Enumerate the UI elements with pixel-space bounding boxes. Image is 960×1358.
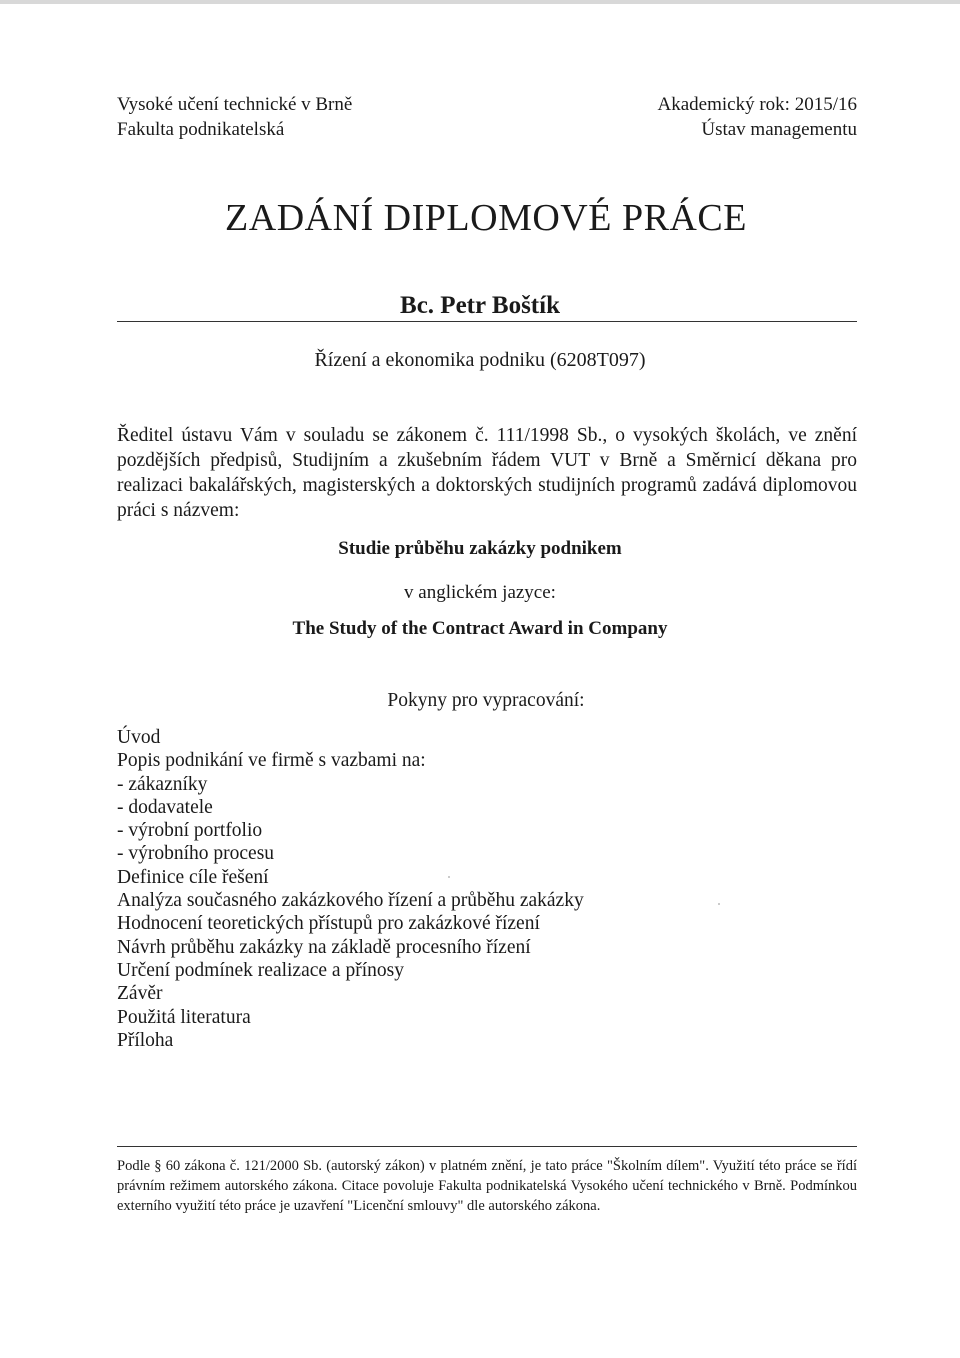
scan-top-edge <box>0 0 960 4</box>
outline-item: Návrh průběhu zakázky na základě procesního řízení <box>117 936 531 958</box>
name-divider <box>117 321 857 322</box>
scan-speck <box>448 876 450 878</box>
scan-speck <box>718 903 720 905</box>
header-left <box>117 92 352 142</box>
footer-divider <box>117 1146 857 1147</box>
outline-item: Použitá literatura <box>117 1006 251 1028</box>
instructions-heading: Pokyny pro vypracování: <box>387 690 585 711</box>
university-name: Vysoké učení technické v Brně <box>117 94 353 115</box>
thesis-title-english: The Study of the Contract Award in Company <box>292 618 668 639</box>
outline-item: Příloha <box>117 1029 174 1051</box>
english-language-note: v anglickém jazyce: <box>404 582 556 603</box>
academic-year: Akademický rok: 2015/16 <box>657 94 857 115</box>
outline-item: Určení podmínek realizace a přínosy <box>117 959 404 981</box>
outline-item: Definice cíle řešení <box>117 866 269 888</box>
outline-item: Analýza současného zakázkového řízení a průběhu zakázky <box>117 890 584 912</box>
outline-item: Závěr <box>117 983 163 1005</box>
outline-item: Popis podnikání ve firmě s vazbami na: <box>117 750 426 772</box>
outline-item: Hodnocení teoretických přístupů pro zakázkové řízení <box>117 913 540 935</box>
student-name: Bc. Petr Boštík <box>400 292 560 319</box>
intro-paragraph: Ředitel ústavu Vám v souladu se zákonem č. 111/1998 Sb., o vysokých školách, ve znění pozdějších předpisů, Studijním a zkušebním řádem VUT v Brně a Směrnicí děkana pro realizaci bakalářských, magisterských a doktorských studijních programů zadává diplomovou práci s názvem: <box>117 425 857 521</box>
copyright-footnote: Podle § 60 zákona č. 121/2000 Sb. (autorský zákon) v platném znění, je tato práce "Školním dílem". Využití této práce se řídí právním režimem autorského zákona. Citace povoluje Fakulta podnikatelská Vysokého učení technického v Brně. Podmínkou externího využití této práce je uzavření "Licenční smlouvy" dle autorského zákona. <box>117 1158 857 1214</box>
thesis-title-czech: Studie průběhu zakázky podnikem <box>338 538 622 559</box>
outline-item: - zákazníky <box>117 773 208 795</box>
faculty-name: Fakulta podnikatelská <box>117 119 285 140</box>
study-program: Řízení a ekonomika podniku (6208T097) <box>314 349 646 371</box>
instructions-outline <box>117 726 584 1052</box>
outline-item: - dodavatele <box>117 796 213 818</box>
header-right <box>658 92 857 142</box>
institute-name: Ústav managementu <box>701 119 857 140</box>
outline-item: - výrobního procesu <box>117 843 275 865</box>
document-title: ZADÁNÍ DIPLOMOVÉ PRÁCE <box>225 197 747 239</box>
outline-item: - výrobní portfolio <box>117 820 263 842</box>
outline-item: Úvod <box>117 727 161 748</box>
